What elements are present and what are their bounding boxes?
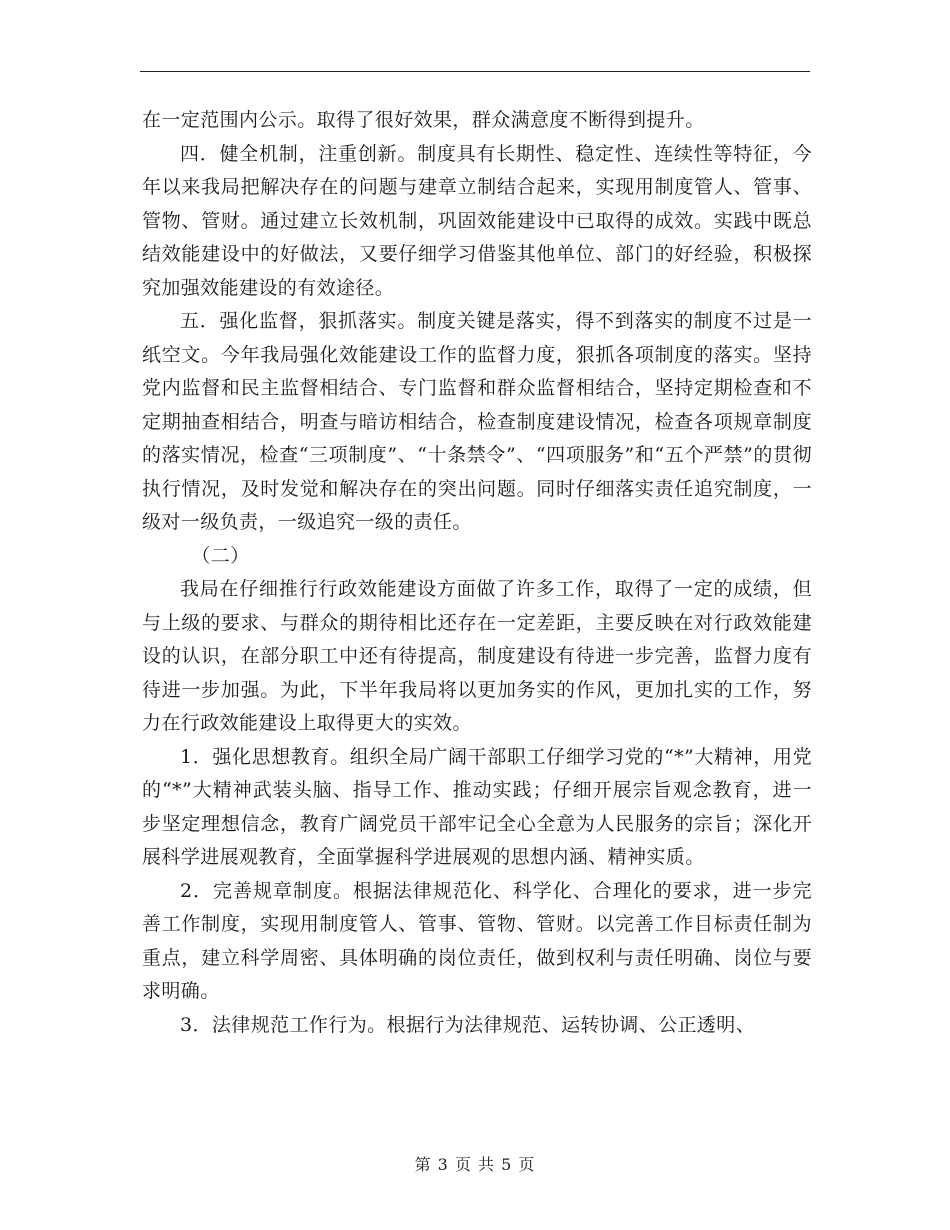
document-body	[142, 104, 812, 1042]
paragraph-item-5: 五．强化监督，狠抓落实。制度关键是落实，得不到落实的制度不过是一纸空文。今年我局强化效能建设工作的监督力度，狠抓各项制度的落实。坚持党内监督和民主监督相结合、专门监督和群众监督相结合，坚持定期检查和不定期抽查相结合，明查与暗访相结合，检查制度建设情况，检查各项规章制度的落实情况，检查“三项制度”、“十条禁令”、“四项服务”和“五个严禁”的贯彻执行情况，及时发觉和解决存在的突出问题。同时仔细落实责任追究制度，一级对一级负责，一级追究一级的责任。	[142, 310, 812, 533]
paragraph-section-intro: 我局在仔细推行行政效能建设方面做了许多工作，取得了一定的成绩，但与上级的要求、与群众的期待相比还存在一定差距，主要反映在对行政效能建设的认识，在部分职工中还有待提高，制度建设有待进一步完善，监督力度有待进一步加强。为此，下半年我局将以更加务实的作风，更加扎实的工作，努力在行政效能建设上取得更大的实效。	[142, 578, 812, 734]
paragraph-point-1: 1．强化思想教育。组织全局广阔干部职工仔细学习党的“*”大精神，用党的“*”大精神武装头脑、指导工作、推动实践；仔细开展宗旨观念教育，进一步坚定理想信念，教育广阔党员干部牢记全心全意为人民服务的宗旨；深化开展科学进展观教育，全面掌握科学进展观的思想内涵、精神实质。	[142, 745, 812, 868]
paragraph-continuation: 在一定范围内公示。取得了很好效果，群众满意度不断得到提升。	[142, 109, 705, 131]
header-rule	[140, 71, 810, 72]
page-number-footer: 第 3 页 共 5 页	[414, 1155, 536, 1174]
paragraph-point-2: 2．完善规章制度。根据法律规范化、科学化、合理化的要求，进一步完善工作制度，实现用制度管人、管事、管物、管财。以完善工作目标责任制为重点，建立科学周密、具体明确的岗位责任，做到权利与责任明确、岗位与要求明确。	[142, 879, 812, 1002]
paragraph-item-4: 四．健全机制，注重创新。制度具有长期性、稳定性、连续性等特征，今年以来我局把解决存在的问题与建章立制结合起来，实现用制度管人、管事、管物、管财。通过建立长效机制，巩固效能建设中已取得的成效。实践中既总结效能建设中的好做法，又要仔细学习借鉴其他单位、部门的好经验，积极探究加强效能建设的有效途径。	[142, 142, 812, 299]
paragraph-point-3: 3．法律规范工作行为。根据行为法律规范、运转协调、公正透明、	[180, 1013, 756, 1036]
section-heading-2: （二）	[191, 544, 250, 567]
